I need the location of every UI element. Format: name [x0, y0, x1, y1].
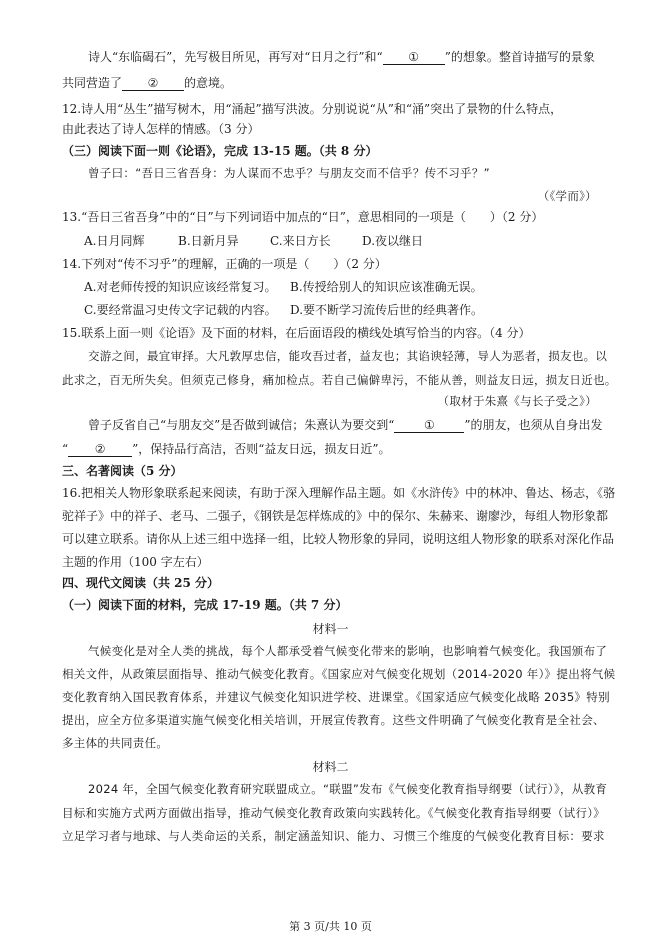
material1-line: 多主体的共同责任。: [62, 736, 169, 750]
material2-line: 2024 年，全国气候变化教育研究联盟成立。“联盟”发布《气候变化教育指导纲要（试行）》，从教育: [88, 782, 608, 796]
q11-blank-1: ①: [383, 50, 445, 65]
q15-blank-1: ①: [394, 418, 464, 433]
q15-paragraph-line2: “ ② ”，保持品行高洁，否则“益友日远，损友日近”。: [62, 442, 391, 456]
section-3-3-title: （三）阅读下面一则《论语》，完成 13-15 题。（共 8 分）: [62, 144, 378, 158]
q14-stem: 14.下列对“传不习乎”的理解，正确的一项是（ ）（2 分）: [62, 257, 387, 271]
q16-line: 驼祥子》中的祥子、老马、二强子，《钢铁是怎样炼成的》中的保尔、朱赫来、谢廖沙，每组人物形象都: [62, 509, 609, 523]
material1-line: 气候变化是对全人类的挑战，每个人都承受着气候变化带来的影响，也影响着气候变化。我国颁布了: [88, 644, 608, 658]
material1-line: 提出，应全方位多渠道实施气候变化相关培训，开展宣传教育。这些文件明确了气候变化教育是全社会、: [62, 713, 605, 727]
section-four-title: 四、现代文阅读（共 25 分）: [62, 576, 220, 590]
q11-line1: 诗人“东临碣石”，先写极目所见，再写对“日月之行”和“ ① ”的想象。整首诗描写的景象: [88, 50, 595, 64]
q11-line2: 共同营造了 ② 的意境。: [62, 76, 233, 90]
q15-material-line: 交游之间，最宜审择。大凡敦厚忠信，能攻吾过者，益友也；其谄谀轻薄，导人为恶者，损友也。以: [88, 349, 608, 363]
q16-line: 主题的作用（100 字左右）: [62, 555, 209, 569]
q15-stem: 15.联系上面一则《论语》及下面的材料，在后面语段的横线处填写恰当的内容。（4 分）: [62, 326, 531, 340]
q15-material-source: （取材于朱熹《与长子受之》）: [437, 394, 597, 408]
q14-option-c: C.要经常温习史传文字记载的内容。: [84, 303, 277, 317]
material1-line: 相关文件，从政策层面指导、推动气候变化教育。《国家应对气候变化规划（2014-2020 年）》提出将气候: [62, 667, 616, 681]
q11-blank-2: ②: [122, 76, 184, 91]
section-three-title: 三、名著阅读（5 分）: [62, 464, 183, 478]
q12-line2: 由此表达了诗人怎样的情感。（3 分）: [62, 122, 260, 136]
q14-option-d: D.要不断学习流传后世的经典著作。: [290, 303, 484, 317]
lunyu-quote: 曾子曰：“吾日三省吾身：为人谋而不忠乎？与朋友交而不信乎？传不习乎？”: [88, 166, 490, 180]
material1-title: 材料一: [312, 622, 349, 636]
q15-paragraph-line1: 曾子反省自己“与朋友交”是否做到诚信；朱熹认为要交到“ ① ”的朋友，也须从自身出发: [88, 418, 603, 432]
q13-option-d: D.夜以继日: [362, 234, 424, 248]
q15-material-line: 此求之，百无所失矣。但须克己修身，痛加检点。若自己偏僻卑污，不能从善，则益友日远，损友日近也。: [62, 373, 617, 387]
q13-stem: 13.“吾日三省吾身”中的“日”与下列词语中加点的“日”，意思相同的一项是（ ）（2 分）: [62, 210, 544, 224]
page-number-footer: 第 3 页/共 10 页: [289, 920, 372, 933]
q14-option-b: B.传授给别人的知识应该准确无误。: [290, 280, 483, 294]
material2-line: 目标和实施方式两方面做出指导，推动气候变化教育政策向实践转化。《气候变化教育指导纲要（试行）》: [62, 806, 606, 820]
section-4-1-title: （一）阅读下面的材料，完成 17-19 题。（共 7 分）: [62, 598, 348, 612]
q16-line: 16.把相关人物形象联系起来阅读，有助于深入理解作品主题。如《水浒传》中的林冲、鲁达、杨志，《骆: [62, 486, 616, 500]
q13-option-b: B.日新月异: [178, 234, 239, 248]
material1-line: 变化教育纳入国民教育体系，并建议气候变化知识进学校、进课堂。《国家适应气候变化战略 2035》特别: [62, 690, 610, 704]
q13-option-c: C.来日方长: [270, 234, 331, 248]
q15-blank-2: ②: [68, 442, 132, 457]
q13-option-a: A.日月同辉: [84, 234, 145, 248]
q16-line: 可以建立联系。请你从上述三组中选择一组，比较人物形象的异同，说明这组人物形象的联系对深化作品: [62, 532, 615, 546]
q14-option-a: A.对老师传授的知识应该经常复习。: [84, 280, 277, 294]
lunyu-source: （《学而》）: [537, 189, 597, 203]
material2-line: 立足学习者与地球、与人类命运的关系，制定涵盖知识、能力、习惯三个维度的气候变化教育目标：要求: [62, 829, 605, 843]
q12-line1: 12.诗人用“丛生”描写树木，用“涌起”描写洪波。分别说说“从”和“涌”突出了景物的什么特点，: [62, 102, 563, 116]
material2-title: 材料二: [312, 760, 349, 774]
